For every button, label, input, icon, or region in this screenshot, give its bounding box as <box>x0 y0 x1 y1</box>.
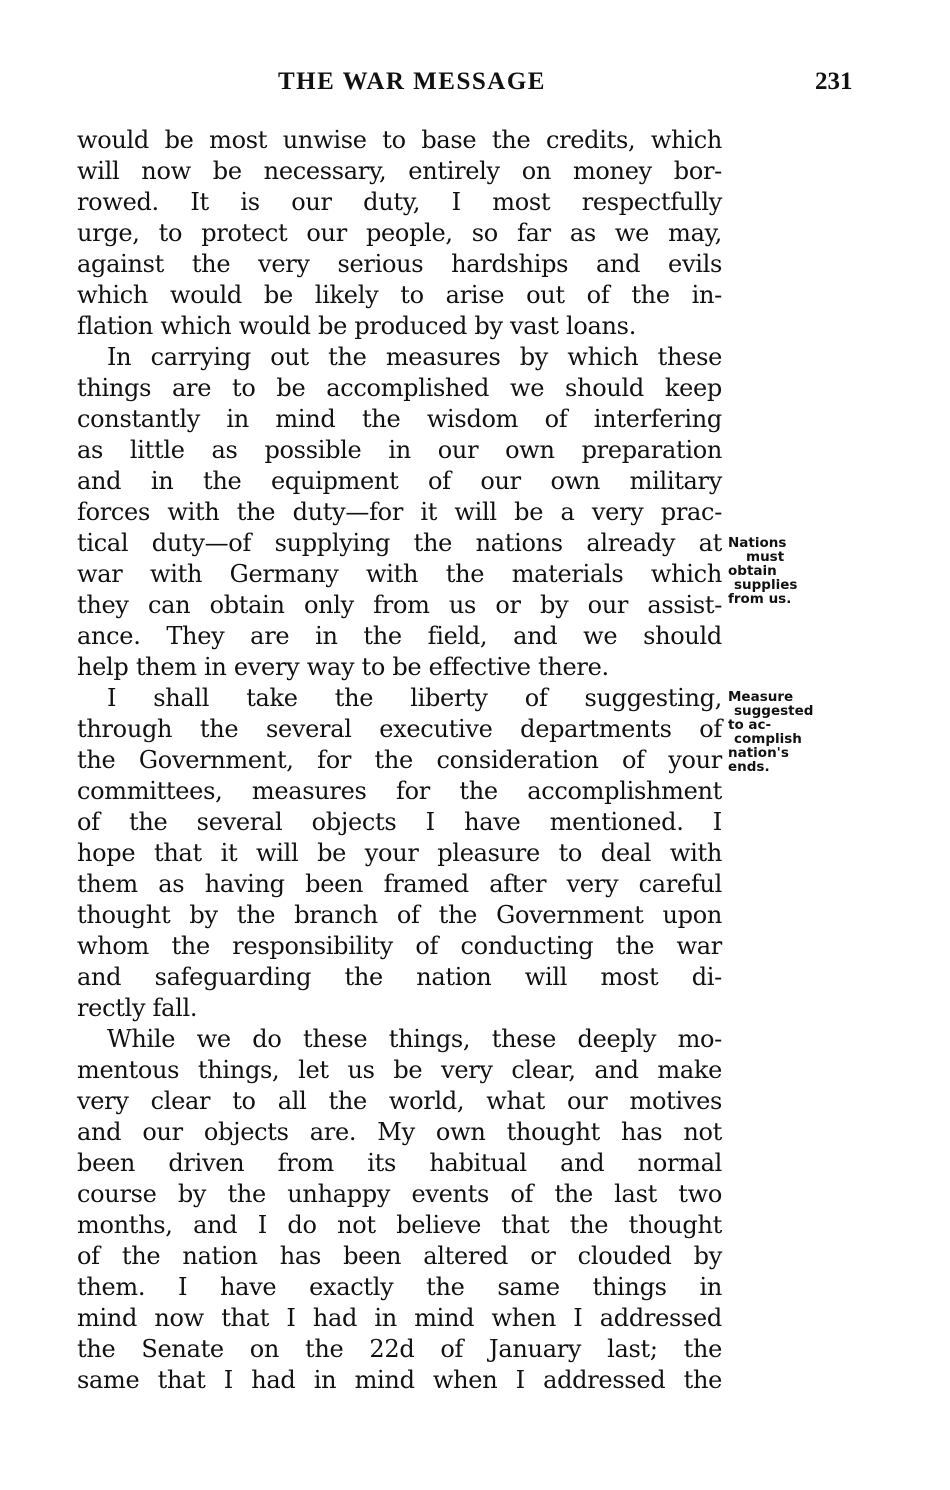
margin-note-line: ends. <box>728 759 770 775</box>
margin-note-line: Measure <box>728 689 794 705</box>
text-line: forces with the duty—for it will be a very prac- <box>77 498 722 526</box>
text-line: and in the equipment of our own military <box>77 467 722 495</box>
text-line: things are to be accomplished we should keep <box>77 374 722 402</box>
page-number: 231 <box>815 68 853 95</box>
text-line: rowed. It is our duty, I most respectfully <box>77 188 722 216</box>
text-line: thought by the branch of the Government upon <box>77 901 722 929</box>
page-header <box>0 68 950 108</box>
text-line: them. I have exactly the same things in <box>77 1273 722 1301</box>
text-line: war with Germany with the materials which <box>77 560 722 588</box>
text-line: flation which would be produced by vast loans. <box>77 312 637 340</box>
text-line: been driven from its habitual and normal <box>77 1149 722 1177</box>
margin-note-line: from us. <box>728 591 792 607</box>
text-line: In carrying out the measures by which these <box>107 343 722 371</box>
text-line: as little as possible in our own preparation <box>77 436 722 464</box>
text-line: constantly in mind the wisdom of interfering <box>77 405 722 433</box>
margin-note-line: suggested <box>734 703 814 719</box>
text-line: of the nation has been altered or clouded by <box>77 1242 722 1270</box>
text-line: which would be likely to arise out of the in- <box>77 281 722 309</box>
text-line: I shall take the liberty of suggesting, <box>107 684 722 712</box>
text-line: While we do these things, these deeply mo- <box>107 1025 722 1053</box>
text-line: months, and I do not believe that the thought <box>77 1211 722 1239</box>
text-line: of the several objects I have mentioned. I <box>77 808 722 836</box>
text-line: ance. They are in the field, and we should <box>77 622 722 650</box>
body-text <box>77 125 722 1396</box>
text-line: through the several executive departments of <box>77 715 722 743</box>
text-line: tical duty—of supplying the nations already at <box>77 529 722 557</box>
margin-note-line: to ac- <box>728 717 772 733</box>
text-line: mind now that I had in mind when I addressed <box>77 1304 722 1332</box>
text-line: them as having been framed after very careful <box>77 870 722 898</box>
margin-note-line: supplies <box>734 577 798 593</box>
text-line: mentous things, let us be very clear, and make <box>77 1056 722 1084</box>
text-line: against the very serious hardships and evils <box>77 250 722 278</box>
text-line: very clear to all the world, what our motives <box>77 1087 722 1115</box>
text-line: rectly fall. <box>77 994 198 1022</box>
text-line: the Senate on the 22d of January last; the <box>77 1335 722 1363</box>
text-line: whom the responsibility of conducting the war <box>77 932 722 960</box>
text-line: they can obtain only from us or by our assist- <box>77 591 722 619</box>
running-title: THE WAR MESSAGE <box>278 68 546 95</box>
text-line: same that I had in mind when I addressed the <box>77 1366 722 1394</box>
text-line: help them in every way to be effective there. <box>77 653 609 681</box>
margin-note-line: nation's <box>728 745 789 761</box>
margin-note-line: complish <box>734 731 802 747</box>
margin-note-line: must <box>746 549 785 565</box>
text-line: and safeguarding the nation will most di- <box>77 963 722 991</box>
text-line: hope that it will be your pleasure to deal with <box>77 839 722 867</box>
text-line: will now be necessary, entirely on money bor- <box>77 157 722 185</box>
text-line: and our objects are. My own thought has not <box>77 1118 722 1146</box>
margin-note-line: obtain <box>728 563 777 579</box>
text-line: committees, measures for the accomplishment <box>77 777 722 805</box>
text-line: course by the unhappy events of the last two <box>77 1180 722 1208</box>
text-line: urge, to protect our people, so far as we may, <box>77 219 722 247</box>
margin-note-measure <box>728 690 838 774</box>
text-line: the Government, for the consideration of your <box>77 746 722 774</box>
text-line: would be most unwise to base the credits, which <box>77 126 722 154</box>
margin-note-line: Nations <box>728 535 787 551</box>
margin-note-nations <box>728 536 838 606</box>
